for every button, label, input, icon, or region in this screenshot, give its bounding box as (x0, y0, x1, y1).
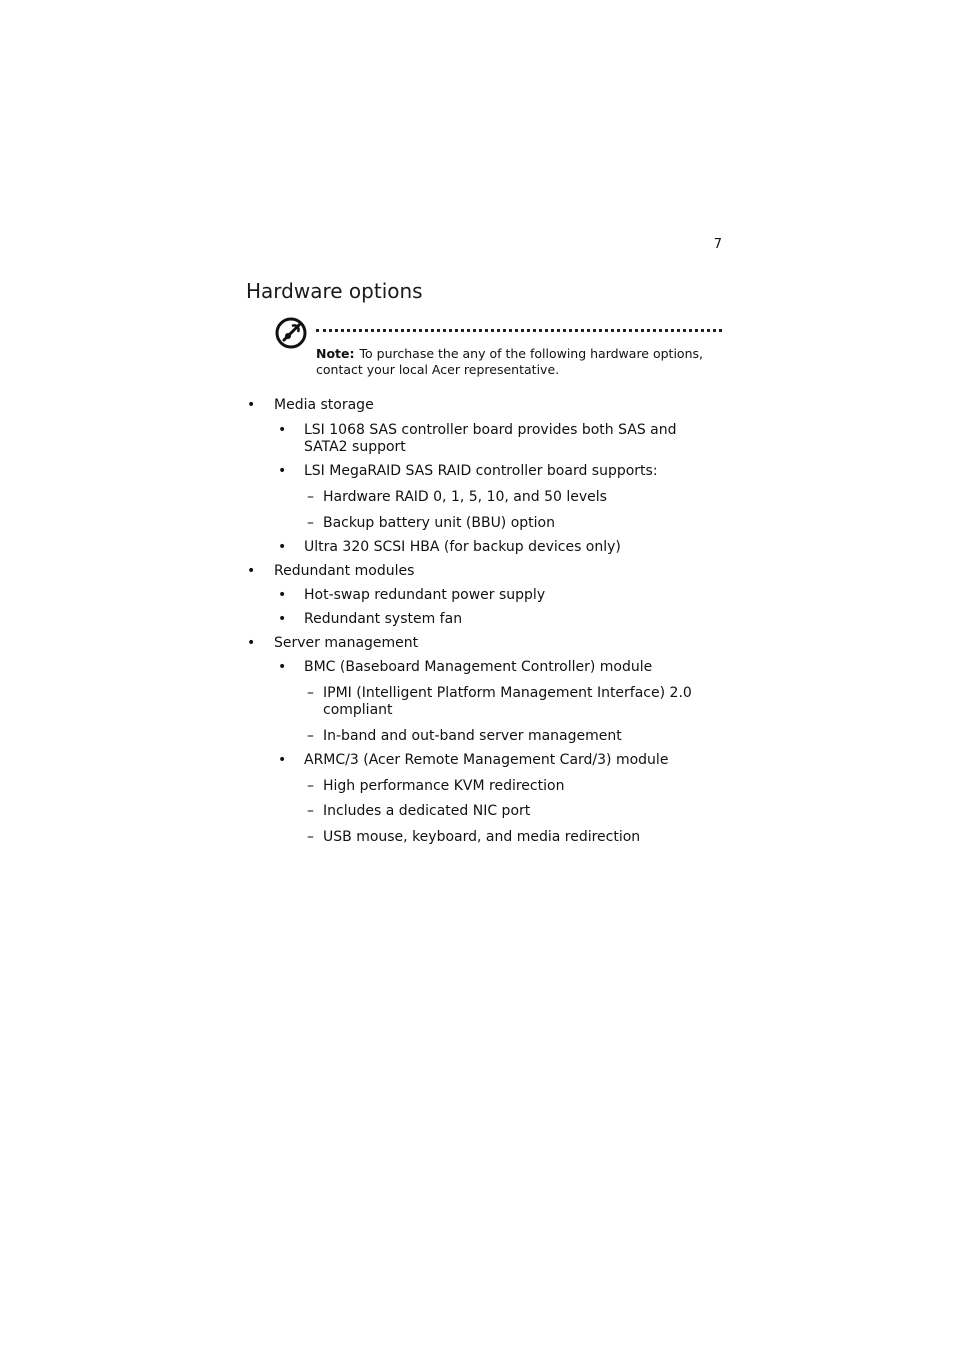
dash-marker: – (307, 685, 314, 701)
list-item (278, 463, 722, 480)
note (316, 346, 722, 378)
list-item (247, 635, 722, 652)
list-item-text: Hot-swap redundant power supply (304, 587, 546, 603)
list-item-text: Media storage (274, 397, 374, 413)
list-item (278, 611, 722, 628)
list-item-text: Hardware RAID 0, 1, 5, 10, and 50 levels (323, 489, 607, 505)
list-item-text: LSI 1068 SAS controller board provides both SAS and SATA2 support (304, 422, 677, 455)
dash-marker: – (307, 829, 314, 845)
list-item (247, 397, 722, 414)
note-divider (316, 329, 722, 332)
bullet-marker: • (247, 563, 256, 579)
list-item-text: Server management (274, 635, 419, 651)
note-text: To purchase the any of the following hardware options, contact your local Acer representative. (316, 346, 703, 377)
list-item (278, 659, 722, 676)
bullet-marker: • (247, 635, 256, 651)
list-item-text: In-band and out-band server management (323, 728, 622, 744)
list-item-text: Redundant modules (274, 563, 415, 579)
list-item (278, 752, 722, 769)
note-icon (274, 316, 308, 350)
dash-marker: – (307, 803, 314, 819)
page-title: Hardware options (246, 279, 423, 303)
dash-marker: – (307, 728, 314, 744)
list-item-text: Backup battery unit (BBU) option (323, 515, 555, 531)
list-item (307, 778, 722, 795)
bullet-marker: • (278, 752, 287, 768)
list-item (278, 587, 722, 604)
bullet-marker: • (278, 587, 287, 603)
dash-marker: – (307, 778, 314, 794)
bullet-marker: • (278, 659, 287, 675)
list-item (307, 728, 722, 745)
list-item-text: Ultra 320 SCSI HBA (for backup devices only) (304, 539, 621, 555)
list-item-text: Includes a dedicated NIC port (323, 803, 531, 819)
list-item (307, 489, 722, 506)
list-item (307, 803, 722, 820)
note-label: Note: (316, 346, 355, 361)
list-item (278, 422, 722, 456)
list-item (307, 515, 722, 532)
list-item-text: IPMI (Intelligent Platform Management Interface) 2.0 compliant (323, 685, 692, 718)
list-item-text: BMC (Baseboard Management Controller) module (304, 659, 653, 675)
list-item (307, 685, 722, 719)
bullet-marker: • (247, 397, 256, 413)
list-item-text: USB mouse, keyboard, and media redirection (323, 829, 641, 845)
list-item (278, 539, 722, 556)
bullet-marker: • (278, 611, 287, 627)
list-item-text: ARMC/3 (Acer Remote Management Card/3) module (304, 752, 669, 768)
bullet-marker: • (278, 463, 287, 479)
dash-marker: – (307, 489, 314, 505)
list-item-text: Redundant system fan (304, 611, 463, 627)
bullet-marker: • (278, 539, 287, 555)
list-item (307, 829, 722, 846)
list-item-text: LSI MegaRAID SAS RAID controller board supports: (304, 463, 658, 479)
page-number: 7 (713, 237, 722, 252)
list-item (247, 563, 722, 580)
bullet-marker: • (278, 422, 287, 438)
dash-marker: – (307, 515, 314, 531)
list-item-text: High performance KVM redirection (323, 778, 565, 794)
